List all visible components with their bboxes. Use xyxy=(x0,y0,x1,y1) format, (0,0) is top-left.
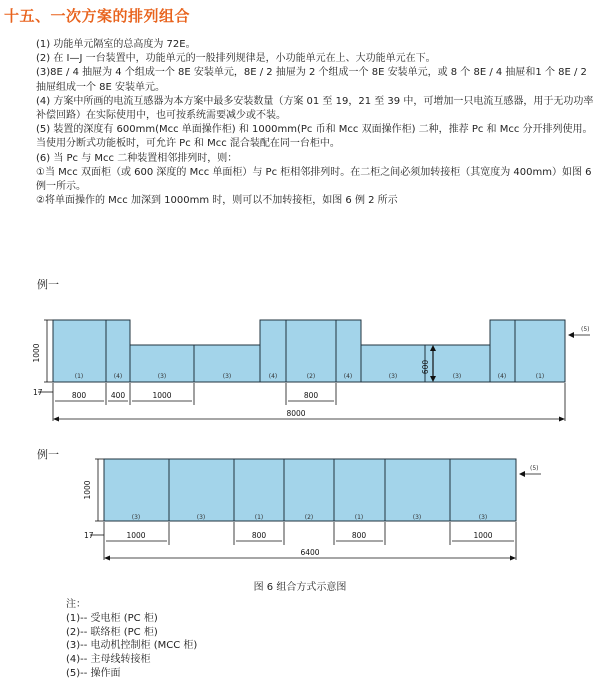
ex1-cabinet-label: (3) xyxy=(388,373,398,380)
ex2-total-width: 6400 xyxy=(300,548,320,557)
ex1-cabinet-label: (4) xyxy=(268,373,278,380)
ex1-cabinet-label: (4) xyxy=(343,373,353,380)
example-2-label: 例一 xyxy=(37,448,59,461)
notes-title: 注： xyxy=(66,599,86,610)
ex1-dim-1000: 1000 xyxy=(152,391,172,400)
ex2-dim-1000-b: 1000 xyxy=(473,531,493,540)
example-2-diagram xyxy=(0,452,600,572)
ex2-cabinet xyxy=(234,459,284,521)
ex1-cabinet-label: (4) xyxy=(113,373,123,380)
ex1-operating-side-marker: (5) xyxy=(581,326,590,333)
note-item: (3)-- 电动机控制柜 (MCC 柜) xyxy=(66,640,198,652)
paragraphs xyxy=(6,38,594,208)
ex2-cabinet xyxy=(334,459,385,521)
ex2-cabinet xyxy=(284,459,334,521)
figure-caption: 图 6 组合方式示意图 xyxy=(253,582,347,593)
paragraph-6-1: ①当 Mcc 双面柜（或 600 深度的 Mcc 单面柜）与 Pc 柜相邻排列时。在二柜之间必须加转接柜（其宽度为 400mm）如图 6 例一所示。 xyxy=(36,166,592,193)
ex2-operating-side-marker: (5) xyxy=(530,465,539,472)
ex1-cabinet-label: (1) xyxy=(535,373,545,380)
paragraph-6-2: ②将单面操作的 Mcc 加深到 1000mm 时，则可以不加转接柜，如图 6 例 2 所示 xyxy=(36,195,398,207)
ex1-cabinet-label: (2) xyxy=(306,373,316,380)
example-1-diagram xyxy=(0,305,600,425)
ex2-cabinet-label: (3) xyxy=(412,514,422,521)
ex2-dim-800: 800 xyxy=(251,531,267,540)
ex1-base-label: 17 xyxy=(33,388,43,397)
ex2-cabinet-label: (1) xyxy=(354,514,364,521)
ex2-dim-800-b: 800 xyxy=(351,531,367,540)
note-item: (2)-- 联络柜 (PC 柜) xyxy=(66,626,158,638)
ex2-dim-1000: 1000 xyxy=(126,531,146,540)
ex1-cabinet-label: (3) xyxy=(222,373,232,380)
ex2-cabinet-label: (3) xyxy=(131,514,141,521)
example-1-label: 例一 xyxy=(37,278,59,291)
section-heading: 十五、一次方案的排列组合 xyxy=(4,7,191,25)
ex2-cabinet xyxy=(169,459,234,521)
paragraph-2: (2) 在 I—J 一台装置中，功能单元的一般排列规律是，小功能单元在上、大功能单元在下。 xyxy=(36,53,436,65)
ex1-total-width: 8000 xyxy=(286,409,306,418)
note-item: (1)-- 受电柜 (PC 柜) xyxy=(66,612,158,624)
paragraph-3: (3)8E / 4 抽屉为 4 个组成一个 8E 安装单元，8E / 2 抽屉为 2 个组成一个 8E 安装单元，或 8 个 8E / 4 抽屉和1 个 8E / 2 抽屉组成一个 8E 安装单元。 xyxy=(36,67,587,93)
ex2-height-label: 1000 xyxy=(83,480,92,500)
ex1-dim-400: 400 xyxy=(110,391,126,400)
paragraph-1: (1) 功能单元隔室的总高度为 72E。 xyxy=(36,39,196,50)
ex2-base-label: 17 xyxy=(84,531,94,540)
ex2-cabinet xyxy=(450,459,516,521)
ex1-cabinet-label: (3) xyxy=(452,373,462,380)
ex2-cabinet-label: (1) xyxy=(254,514,264,521)
ex1-cabinet-label: (4) xyxy=(497,373,507,380)
paragraph-5: (5) 装置的深度有 600mm(Mcc 单面操作柜) 和 1000mm(Pc 币和 Mcc 双面操作柜) 二种，推荐 Pc 和 Mcc 分开排列使用。当使用分断式功能板时，可允许 Pc 和 Mcc 混合装配在同一台柜中。 xyxy=(36,124,593,150)
ex2-cabinet-label: (3) xyxy=(196,514,206,521)
ex2-cabinet-label: (2) xyxy=(304,514,314,521)
ex1-dim-800-b: 800 xyxy=(303,391,319,400)
note-item: (5)-- 操作面 xyxy=(66,667,121,679)
paragraph-6: (6) 当 Pc 与 Mcc 二种装置相邻排列时，则： xyxy=(36,152,238,164)
notes xyxy=(66,598,197,681)
note-item: (4)-- 主母线转接柜 xyxy=(66,654,151,666)
ex1-depth-600-label: 600 xyxy=(421,359,430,375)
ex1-cabinet-label: (3) xyxy=(157,373,167,380)
ex2-cabinet xyxy=(385,459,450,521)
ex1-dim-800: 800 xyxy=(71,391,87,400)
ex2-cabinet xyxy=(104,459,169,521)
paragraph-4: (4) 方案中所画的电流互感器为本方案中最多安装数量（方案 01 至 19，21 至 39 中，可增加一只电流互感器，用于无功功率补偿回路）在实际使用中，也可按系统需要减少或不装。 xyxy=(36,95,594,122)
ex2-cabinet-label: (3) xyxy=(478,514,488,521)
ex1-cabinet-label: (1) xyxy=(74,373,84,380)
ex1-height-label: 1000 xyxy=(32,343,41,363)
